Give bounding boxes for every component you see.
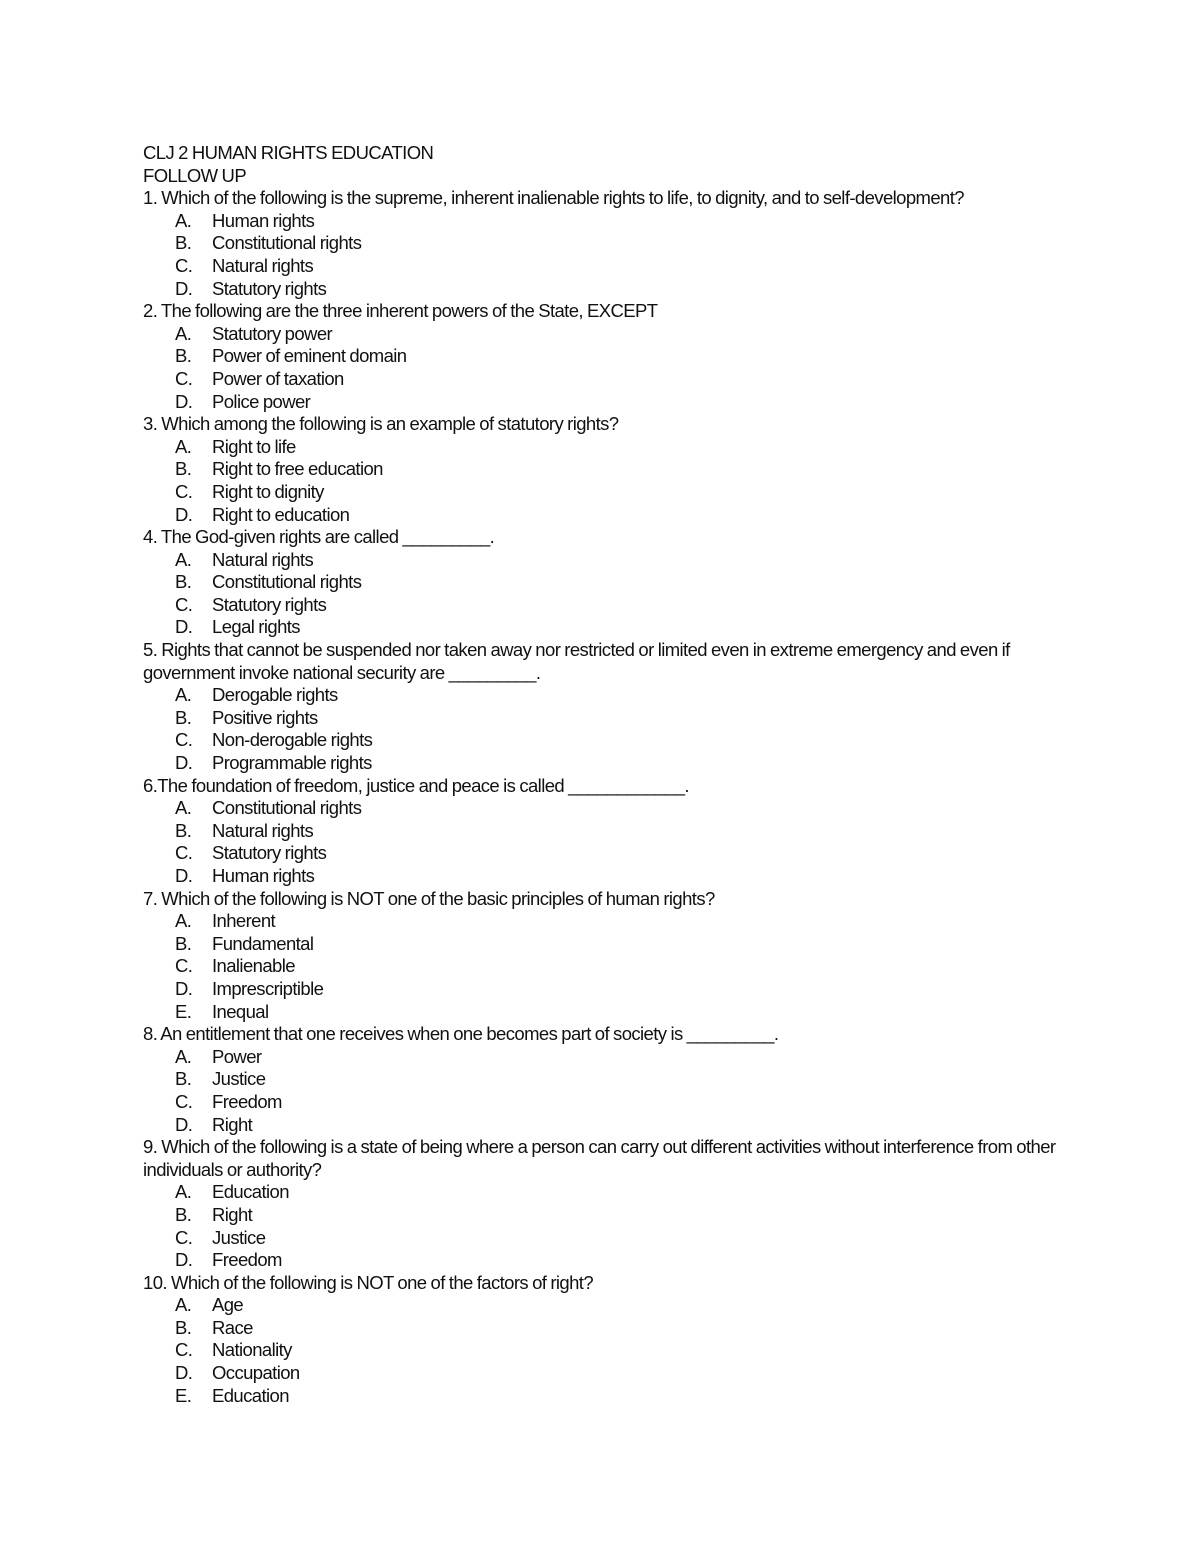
- option-item: [143, 1362, 1068, 1385]
- option-item: [143, 345, 1068, 368]
- option-item: [143, 684, 1068, 707]
- option-letter: C.: [175, 729, 193, 751]
- option-letter: C.: [175, 1226, 193, 1248]
- option-item: [143, 278, 1068, 301]
- question-block: [143, 1023, 1068, 1136]
- option-item: [143, 1091, 1068, 1114]
- document-title: CLJ 2 HUMAN RIGHTS EDUCATION: [143, 142, 434, 163]
- option-text: Race: [212, 1316, 253, 1338]
- option-letter: B.: [175, 932, 192, 954]
- option-text: Police power: [212, 390, 311, 412]
- option-letter: B.: [175, 1068, 192, 1090]
- option-item: [143, 797, 1068, 820]
- option-letter: A.: [175, 435, 192, 457]
- option-item: [143, 1294, 1068, 1317]
- option-item: [143, 504, 1068, 527]
- option-letter: A.: [175, 1045, 192, 1067]
- option-item: [143, 594, 1068, 617]
- option-text: Inherent: [212, 910, 276, 932]
- option-text: Nationality: [212, 1339, 292, 1361]
- option-letter: C.: [175, 593, 193, 615]
- option-item: [143, 1249, 1068, 1272]
- option-list: [143, 210, 1068, 300]
- option-letter: B.: [175, 819, 192, 841]
- option-item: [143, 729, 1068, 752]
- option-letter: A.: [175, 209, 192, 231]
- option-text: Fundamental: [212, 932, 314, 954]
- option-item: [143, 1114, 1068, 1137]
- option-text: Natural rights: [212, 548, 314, 570]
- option-text: Power of eminent domain: [212, 345, 407, 367]
- option-text: Justice: [212, 1068, 266, 1090]
- option-item: [143, 616, 1068, 639]
- option-text: Freedom: [212, 1249, 282, 1271]
- option-item: [143, 842, 1068, 865]
- option-letter: D.: [175, 503, 193, 525]
- option-text: Right to education: [212, 503, 350, 525]
- option-letter: A.: [175, 1181, 192, 1203]
- option-item: [143, 255, 1068, 278]
- option-item: [143, 210, 1068, 233]
- option-letter: B.: [175, 232, 192, 254]
- option-letter: D.: [175, 1113, 193, 1135]
- question-block: [143, 187, 1068, 300]
- option-letter: C.: [175, 367, 193, 389]
- option-item: [143, 481, 1068, 504]
- option-item: [143, 1317, 1068, 1340]
- option-text: Education: [212, 1384, 289, 1406]
- option-letter: C.: [175, 842, 193, 864]
- option-text: Freedom: [212, 1090, 282, 1112]
- option-letter: B.: [175, 1316, 192, 1338]
- question-block: [143, 526, 1068, 639]
- option-text: Statutory rights: [212, 842, 327, 864]
- option-letter: E.: [175, 1384, 192, 1406]
- option-item: [143, 232, 1068, 255]
- option-item: [143, 458, 1068, 481]
- option-text: Right: [212, 1113, 253, 1135]
- option-text: Human rights: [212, 209, 315, 231]
- question-block: [143, 775, 1068, 888]
- option-letter: E.: [175, 1000, 192, 1022]
- option-letter: D.: [175, 977, 193, 999]
- option-item: [143, 549, 1068, 572]
- option-item: [143, 1385, 1068, 1408]
- option-list: [143, 1046, 1068, 1136]
- option-text: Right to life: [212, 435, 296, 457]
- option-item: [143, 391, 1068, 414]
- option-text: Statutory power: [212, 322, 333, 344]
- option-list: [143, 436, 1068, 526]
- option-letter: A.: [175, 322, 192, 344]
- question-block: [143, 300, 1068, 413]
- question-text: 6.The foundation of freedom, justice and peace is called ____________.: [143, 774, 689, 796]
- option-letter: A.: [175, 1294, 192, 1316]
- option-text: Natural rights: [212, 254, 314, 276]
- option-letter: C.: [175, 254, 193, 276]
- option-letter: D.: [175, 277, 193, 299]
- option-letter: C.: [175, 1090, 193, 1112]
- option-text: Occupation: [212, 1362, 300, 1384]
- option-item: [143, 1227, 1068, 1250]
- option-text: Natural rights: [212, 819, 314, 841]
- option-text: Legal rights: [212, 616, 300, 638]
- option-item: [143, 368, 1068, 391]
- option-letter: B.: [175, 706, 192, 728]
- option-letter: B.: [175, 345, 192, 367]
- option-letter: B.: [175, 1203, 192, 1225]
- question-block: [143, 413, 1068, 526]
- option-list: [143, 910, 1068, 1023]
- option-letter: D.: [175, 616, 193, 638]
- option-item: [143, 1181, 1068, 1204]
- option-text: Right: [212, 1203, 253, 1225]
- question-text: 7. Which of the following is NOT one of the basic principles of human rights?: [143, 887, 715, 909]
- option-item: [143, 933, 1068, 956]
- option-text: Constitutional rights: [212, 232, 362, 254]
- option-item: [143, 1204, 1068, 1227]
- option-letter: A.: [175, 684, 192, 706]
- option-letter: A.: [175, 548, 192, 570]
- document-body: [143, 142, 1068, 1407]
- option-list: [143, 549, 1068, 639]
- option-text: Age: [212, 1294, 244, 1316]
- option-item: [143, 752, 1068, 775]
- option-item: [143, 571, 1068, 594]
- option-list: [143, 684, 1068, 774]
- option-text: Power of taxation: [212, 367, 344, 389]
- option-text: Non-derogable rights: [212, 729, 373, 751]
- question-text: 4. The God-given rights are called _________.: [143, 526, 495, 548]
- option-item: [143, 1339, 1068, 1362]
- option-item: [143, 323, 1068, 346]
- option-letter: C.: [175, 955, 193, 977]
- question-text: 2. The following are the three inherent powers of the State, EXCEPT: [143, 300, 658, 322]
- option-text: Power: [212, 1045, 262, 1067]
- option-letter: B.: [175, 458, 192, 480]
- question-text: 10. Which of the following is NOT one of the factors of right?: [143, 1271, 594, 1293]
- option-list: [143, 1181, 1068, 1271]
- question-text: 1. Which of the following is the supreme, inherent inalienable rights to life, to dignity, and to self-development?: [143, 187, 964, 209]
- option-letter: D.: [175, 390, 193, 412]
- option-list: [143, 797, 1068, 887]
- question-block: [143, 1272, 1068, 1408]
- option-text: Human rights: [212, 865, 315, 886]
- option-text: Statutory rights: [212, 277, 327, 299]
- question-block: [143, 1136, 1068, 1272]
- option-text: Imprescriptible: [212, 977, 324, 999]
- option-text: Justice: [212, 1226, 266, 1248]
- option-text: Programmable rights: [212, 752, 372, 774]
- option-text: Inequal: [212, 1000, 269, 1022]
- option-letter: A.: [175, 797, 192, 819]
- option-item: [143, 436, 1068, 459]
- option-letter: D.: [175, 865, 193, 886]
- option-item: [143, 707, 1068, 730]
- option-text: Inalienable: [212, 955, 295, 977]
- option-item: [143, 955, 1068, 978]
- option-letter: D.: [175, 1362, 193, 1384]
- option-letter: B.: [175, 571, 192, 593]
- question-text: 8. An entitlement that one receives when one becomes part of society is _________.: [143, 1023, 779, 1045]
- option-letter: C.: [175, 1339, 193, 1361]
- option-item: [143, 978, 1068, 1001]
- option-letter: A.: [175, 910, 192, 932]
- option-text: Right to dignity: [212, 480, 324, 502]
- option-list: [143, 323, 1068, 413]
- option-text: Statutory rights: [212, 593, 327, 615]
- option-item: [143, 910, 1068, 933]
- question-text: 9. Which of the following is a state of being where a person can carry out different activities without interference from other individuals or authority?: [143, 1136, 1056, 1180]
- option-item: [143, 1046, 1068, 1069]
- option-letter: D.: [175, 752, 193, 774]
- option-text: Derogable rights: [212, 684, 338, 706]
- option-item: [143, 1001, 1068, 1024]
- option-item: [143, 1068, 1068, 1091]
- option-item: [143, 820, 1068, 843]
- option-list: [143, 1294, 1068, 1407]
- option-text: Constitutional rights: [212, 571, 362, 593]
- option-text: Constitutional rights: [212, 797, 362, 819]
- question-text: 3. Which among the following is an example of statutory rights?: [143, 413, 619, 435]
- option-letter: D.: [175, 1249, 193, 1271]
- question-block: [143, 888, 1068, 1024]
- option-text: Right to free education: [212, 458, 383, 480]
- option-letter: C.: [175, 480, 193, 502]
- option-item: [143, 865, 1068, 888]
- question-list: [143, 187, 1068, 1407]
- question-text: 5. Rights that cannot be suspended nor taken away nor restricted or limited even in extreme emergency and even if government invoke national security are _________.: [143, 639, 1010, 683]
- question-block: [143, 639, 1068, 775]
- document-subtitle: FOLLOW UP: [143, 164, 247, 186]
- option-text: Education: [212, 1181, 289, 1203]
- option-text: Positive rights: [212, 706, 318, 728]
